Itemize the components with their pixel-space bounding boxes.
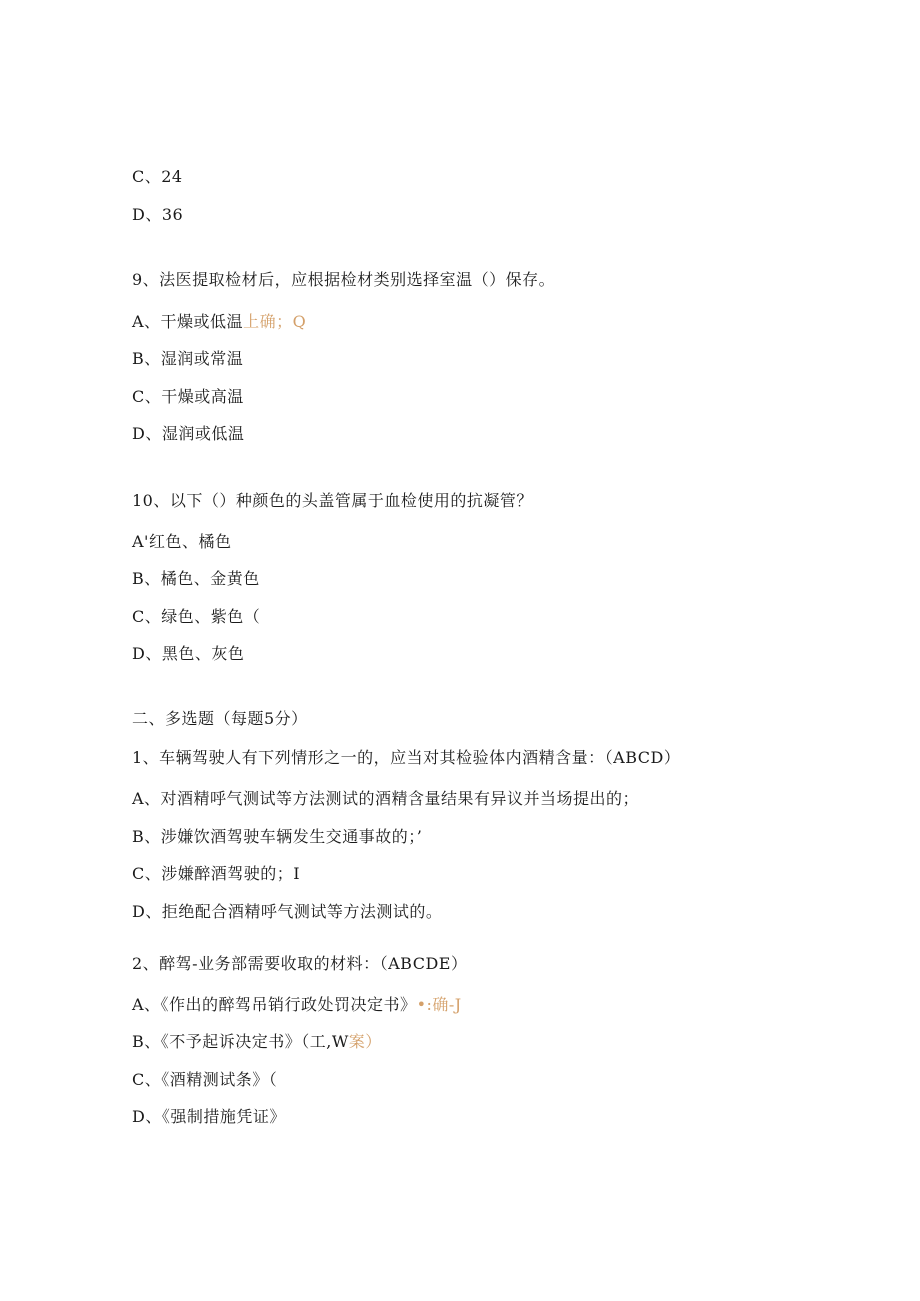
m2-option-d: D、《强制措施凭证》: [132, 1107, 286, 1126]
m1-option-c: C、涉嫌醉酒驾驶的；I: [132, 864, 301, 883]
m1-option-d: D、拒绝配合酒精呼气测试等方法测试的。: [132, 902, 443, 921]
m2-option-b: [132, 1032, 382, 1052]
q10-option-b: B、橘色、金黄色: [132, 569, 260, 588]
m2-option-a-annotation: •:确-J: [416, 995, 462, 1014]
section-heading-multiple-choice: 二、多选题（每题5分）: [132, 709, 308, 728]
m2-question: 2、醉驾-业务部需要收取的材料：（ABCDE）: [132, 954, 468, 973]
q10-option-d: D、黑色、灰色: [132, 644, 245, 663]
q9-option-b: B、湿润或常温: [132, 349, 244, 368]
m1-question: 1、车辆驾驶人有下列情形之一的，应当对其检验体内酒精含量：（ABCD）: [132, 748, 681, 767]
q9-option-a-text: A、干燥或低温: [132, 312, 244, 331]
q9-question: 9、法医提取检材后，应根据检材类别选择室温（）保存。: [132, 270, 556, 289]
q9-option-a: [132, 312, 306, 332]
q8-option-d: D、36: [132, 205, 184, 224]
q10-option-a: A'红色、橘色: [132, 532, 232, 551]
q10-question: 10、以下（）种颜色的头盖管属于血检使用的抗凝管？: [132, 491, 533, 510]
q10-option-c: C、绿色、紫色（: [132, 607, 261, 626]
m1-option-a: A、对酒精呼气测试等方法测试的酒精含量结果有异议并当场提出的；: [132, 789, 640, 808]
q9-option-c: C、干燥或高温: [132, 387, 244, 406]
m2-option-a: [132, 995, 462, 1015]
m2-option-a-text: A、《作出的醉驾吊销行政处罚决定书》: [132, 995, 417, 1014]
q9-option-a-annotation: 上确；Q: [243, 312, 307, 331]
q8-option-c: C、24: [132, 167, 183, 186]
m1-option-b: B、涉嫌饮酒驾驶车辆发生交通事故的；’: [132, 827, 423, 846]
m2-option-c: C、《酒精测试条》（: [132, 1070, 278, 1089]
q9-option-d: D、湿润或低温: [132, 424, 245, 443]
m2-option-b-text: B、《不予起诉决定书》（工,W: [132, 1032, 349, 1051]
m2-option-b-annotation: 案）: [348, 1032, 382, 1051]
